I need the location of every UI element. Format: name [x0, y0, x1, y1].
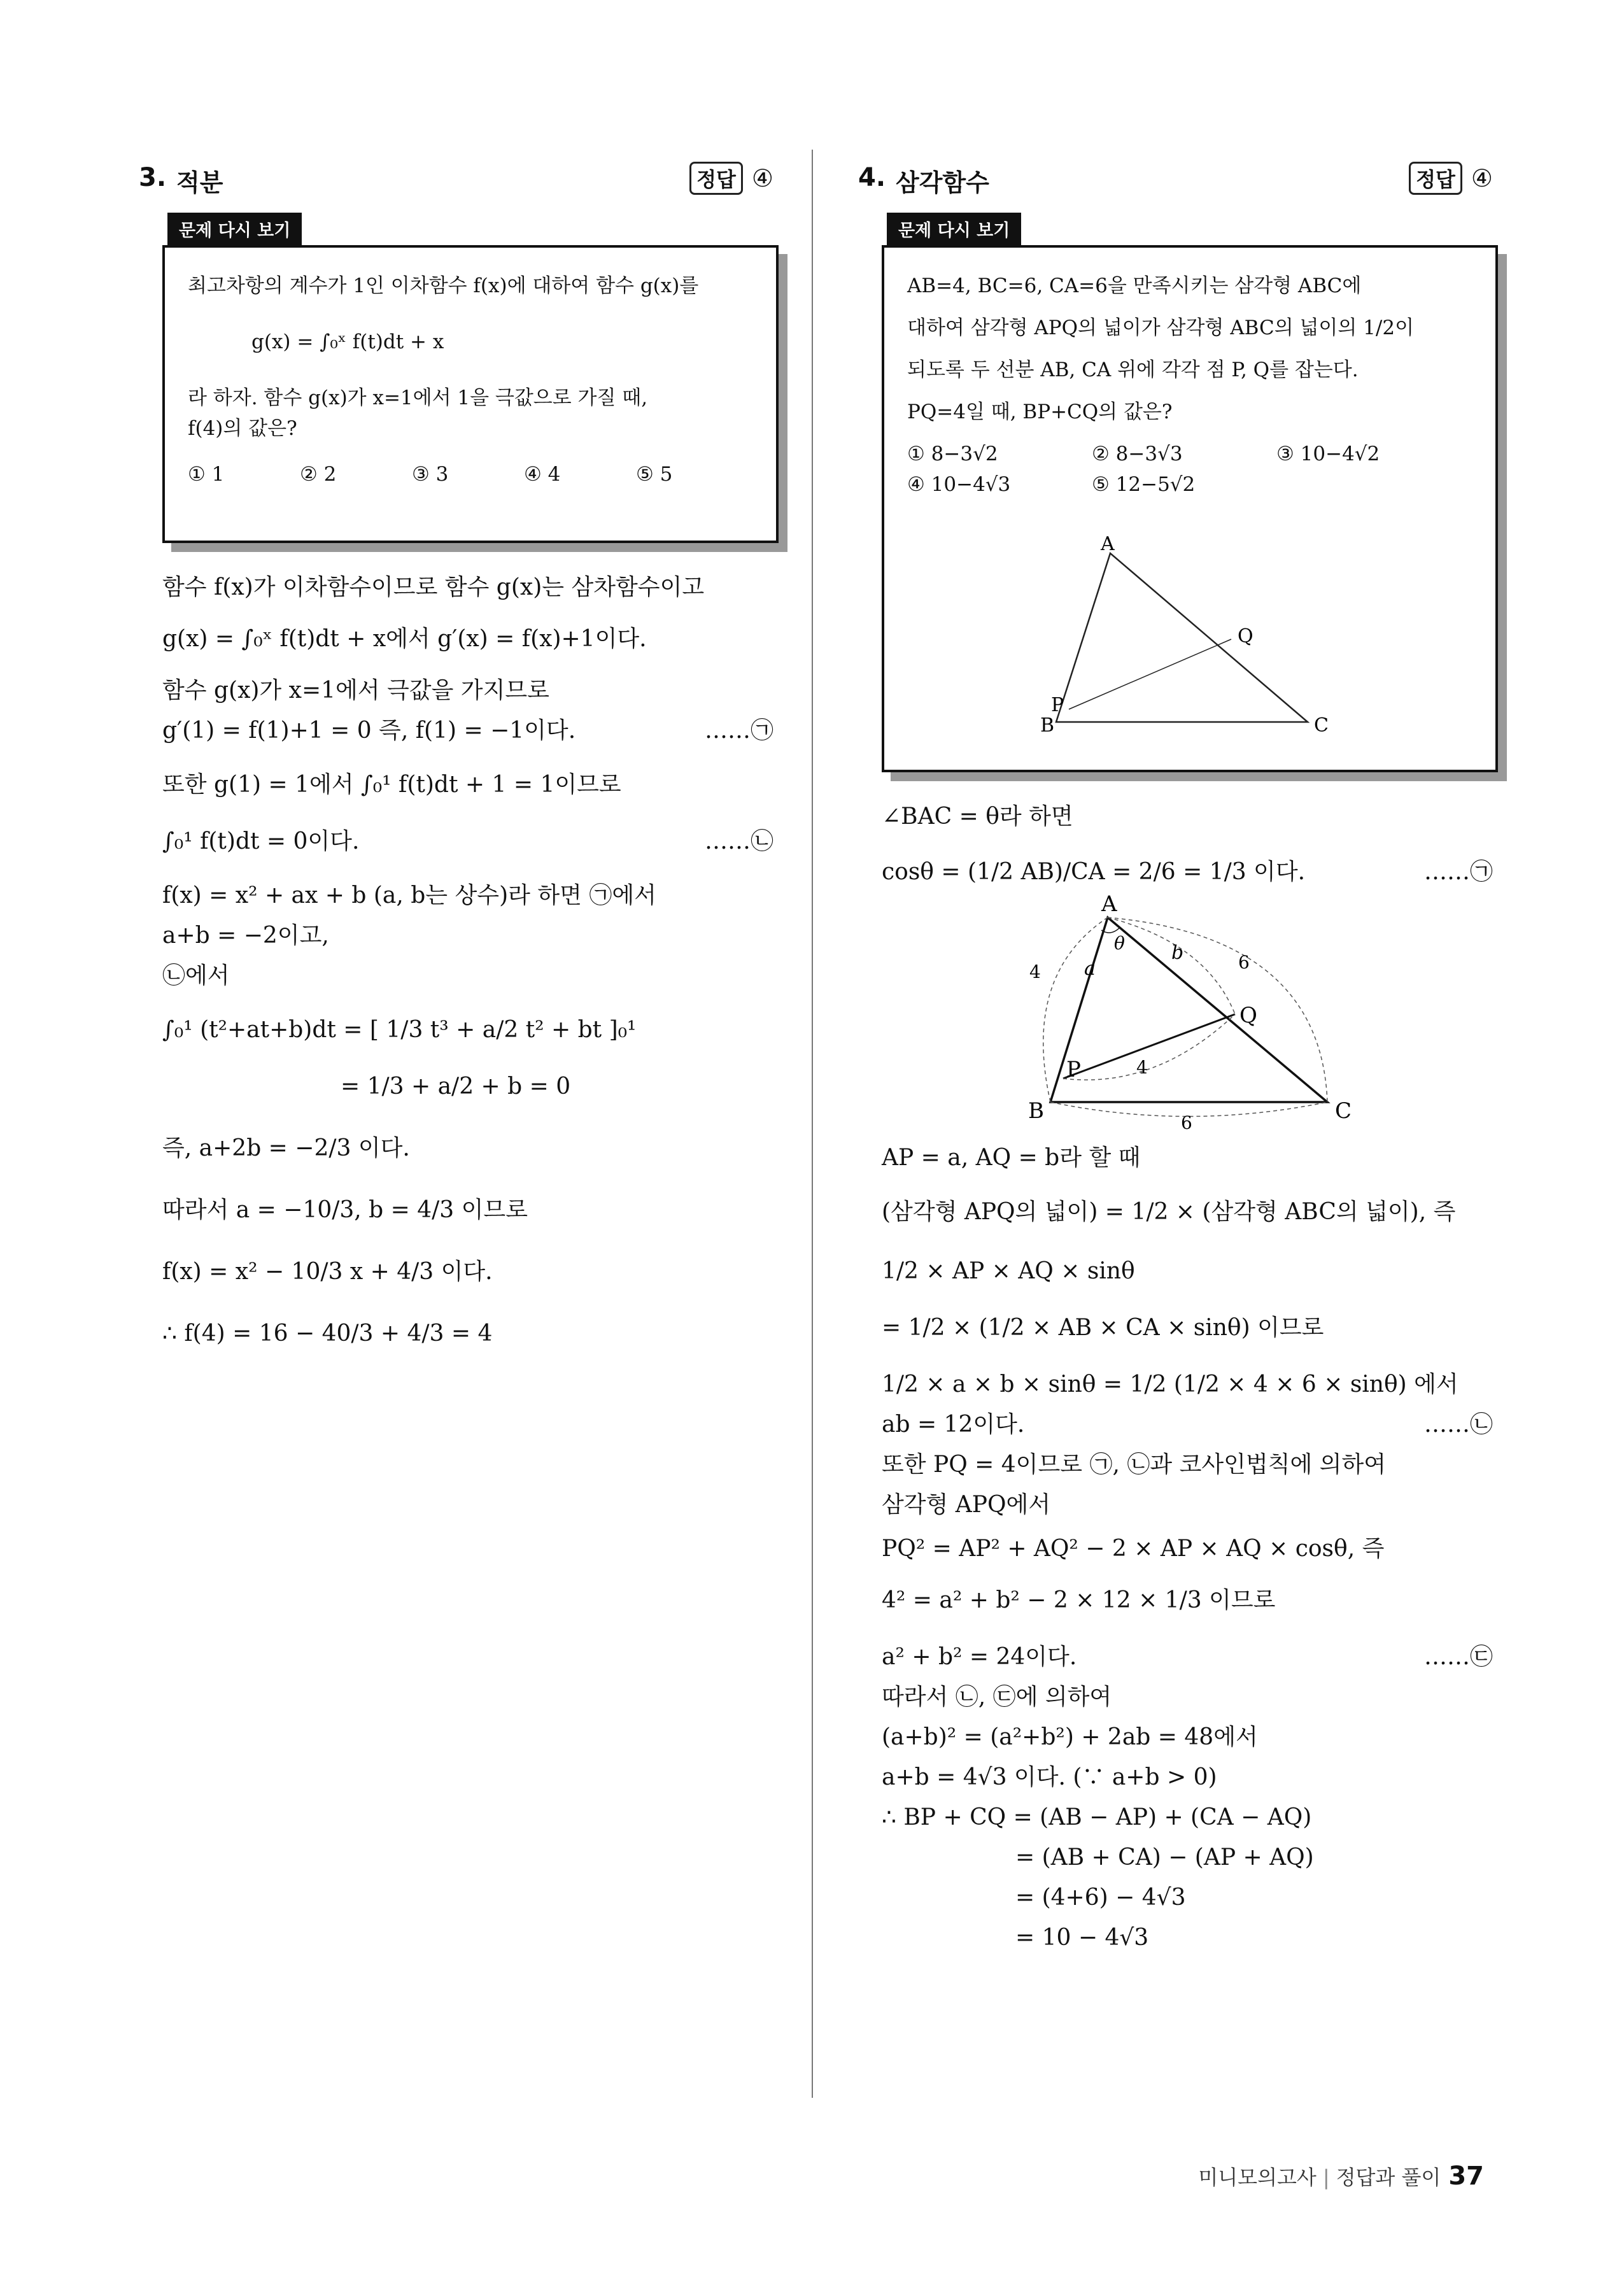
problem-box — [882, 245, 1498, 772]
solution-line: 4² = a² + b² − 2 × 12 × 1/3 이므로 — [882, 1587, 1276, 1613]
solution-line: = 10 − 4√3 — [1015, 1925, 1149, 1951]
label-a: A — [1101, 533, 1115, 555]
review-label: 문제 다시 보기 — [887, 213, 1021, 245]
label-len-b: b — [1171, 942, 1184, 964]
answer-tag: 정답 — [1409, 162, 1462, 195]
question-title: 삼각함수 — [896, 169, 989, 197]
mark-3: ……㉢ — [1423, 1644, 1493, 1670]
solution-line: ab = 12이다. ……㉡ — [882, 1404, 1493, 1445]
label-q: Q — [1239, 1003, 1257, 1028]
problem-line: 최고차항의 계수가 1인 이차함수 f(x)에 대하여 함수 g(x)를 — [188, 274, 699, 297]
label-ab-4: 4 — [1029, 961, 1041, 982]
answer-value: ④ — [751, 164, 773, 192]
solution-line: AP = a, AQ = b라 할 때 — [882, 1145, 1141, 1171]
review-label: 문제 다시 보기 — [167, 213, 302, 245]
solution-line: ∫₀¹ (t²+at+b)dt = [ 1/3 t³ + a/2 t² + bt ]₀¹ — [162, 1017, 637, 1043]
label-b: B — [1040, 714, 1055, 737]
question-number: 4. — [858, 163, 886, 192]
solution-line: a² + b² = 24이다. ……㉢ — [882, 1637, 1493, 1677]
choice-5: ⑤ 5 — [636, 463, 673, 486]
solution-line: ∫₀¹ f(t)dt = 0이다. ……㉡ — [162, 821, 773, 861]
solution-line: a+b = 4√3 이다. (∵ a+b > 0) — [882, 1764, 1217, 1790]
solution-line: g′(1) = f(1)+1 = 0 즉, f(1) = −1이다. ……㉠ — [162, 711, 773, 751]
problem-line: f(4)의 값은? — [188, 417, 297, 441]
label-bc-6: 6 — [1181, 1112, 1192, 1133]
problem-line: AB=4, BC=6, CA=6을 만족시키는 삼각형 ABC에 — [907, 274, 1362, 297]
solution-line: = 1/2 × (1/2 × AB × CA × sinθ) 이므로 — [882, 1315, 1324, 1341]
solution-line: 따라서 a = −10/3, b = 4/3 이므로 — [162, 1197, 528, 1223]
solution-line: = (4+6) − 4√3 — [1015, 1885, 1186, 1911]
choice-2: ② 2 — [300, 463, 337, 486]
solution-line: ∴ BP + CQ = (AB − AP) + (CA − AQ) — [882, 1804, 1312, 1830]
footer-book: 미니모의고사 — [1198, 2165, 1317, 2190]
solution-line: PQ² = AP² + AQ² − 2 × AP × AQ × cosθ, 즉 — [882, 1536, 1385, 1562]
question-3-header — [139, 159, 773, 200]
label-pq-4: 4 — [1136, 1057, 1148, 1078]
solution-line: cosθ = (1/2 AB)/CA = 2/6 = 1/3 이다. ……㉠ — [882, 852, 1493, 892]
label-p: P — [1066, 1057, 1081, 1082]
triangle-figure — [884, 533, 1444, 738]
solution-line: ∴ f(4) = 16 − 40/3 + 4/3 = 4 — [162, 1320, 493, 1347]
choice-3: ③ 3 — [412, 463, 449, 486]
mark-1: ……㉠ — [1423, 859, 1493, 885]
solution-line: ∠BAC = θ라 하면 — [882, 803, 1073, 830]
answer-value: ④ — [1471, 164, 1493, 192]
solution-line: 또한 g(1) = 1에서 ∫₀¹ f(t)dt + 1 = 1이므로 — [162, 772, 621, 798]
mark-2: ……㉡ — [1423, 1411, 1493, 1438]
solution-line: g(x) = ∫₀ˣ f(t)dt + x에서 g′(x) = f(x)+1이다. — [162, 626, 647, 652]
choice-4: ④ 10−4√3 — [907, 473, 1011, 497]
question-title: 적분 — [176, 169, 223, 197]
triangle-figure-2 — [882, 891, 1493, 1134]
label-theta: θ — [1114, 933, 1125, 954]
solution-line: = (AB + CA) − (AP + AQ) — [1015, 1844, 1314, 1871]
problem-box — [162, 245, 779, 543]
choice-3: ③ 10−4√2 — [1276, 442, 1380, 466]
question-4-header — [858, 159, 1493, 200]
solution-line: = 1/3 + a/2 + b = 0 — [341, 1073, 571, 1100]
solution-line: 1/2 × AP × AQ × sinθ — [882, 1258, 1135, 1284]
mark-1: ……㉠ — [704, 718, 773, 744]
solution-line: 1/2 × a × b × sinθ = 1/2 (1/2 × 4 × 6 × sinθ) 에서 — [882, 1371, 1458, 1397]
problem-line: 라 하자. 함수 g(x)가 x=1에서 1을 극값으로 가질 때, — [188, 386, 648, 410]
solution-line: ㉡에서 — [162, 963, 230, 989]
label-b: B — [1028, 1098, 1044, 1124]
question-3-column — [139, 159, 773, 1354]
solution-line: 따라서 ㉡, ㉢에 의하여 — [882, 1684, 1112, 1710]
answer-badge — [1409, 162, 1493, 195]
choice-2: ② 8−3√3 — [1092, 442, 1183, 466]
choice-list — [188, 459, 753, 490]
solution — [162, 567, 773, 1354]
label-c: C — [1314, 714, 1329, 737]
solution-line: (삼각형 APQ의 넓이) = 1/2 × (삼각형 ABC의 넓이), 즉 — [882, 1199, 1456, 1225]
problem-line: 대하여 삼각형 APQ의 넓이가 삼각형 ABC의 넓이의 1/2이 — [907, 316, 1415, 340]
problem-formula: g(x) = ∫₀ˣ f(t)dt + x — [251, 330, 444, 354]
page-footer: 미니모의고사 | 정답과 풀이 37 — [1198, 2161, 1484, 2191]
label-p: P — [1051, 694, 1064, 716]
solution-line: 즉, a+2b = −2/3 이다. — [162, 1135, 410, 1161]
problem-line: 되도록 두 선분 AB, CA 위에 각각 점 P, Q를 잡는다. — [907, 358, 1359, 382]
question-4-column — [858, 159, 1493, 1958]
column-divider — [812, 150, 813, 2098]
solution-line: f(x) = x² − 10/3 x + 4/3 이다. — [162, 1259, 493, 1285]
solution-line: 함수 f(x)가 이차함수이므로 함수 g(x)는 삼차함수이고 — [162, 574, 705, 600]
solution-line: f(x) = x² + ax + b (a, b는 상수)라 하면 ㉠에서 — [162, 882, 656, 909]
solution-line: 함수 g(x)가 x=1에서 극값을 가지므로 — [162, 677, 549, 704]
choice-list — [907, 439, 1472, 500]
question-number: 3. — [139, 163, 167, 192]
solution-line: 또한 PQ = 4이므로 ㉠, ㉡과 코사인법칙에 의하여 — [882, 1452, 1386, 1478]
answer-badge — [689, 162, 773, 195]
label-a: A — [1101, 891, 1117, 917]
page-number: 37 — [1448, 2161, 1484, 2191]
answer-tag: 정답 — [689, 162, 743, 195]
mark-2: ……㉡ — [704, 828, 773, 854]
choice-1: ① 1 — [188, 463, 225, 486]
solution-line: (a+b)² = (a²+b²) + 2ab = 48에서 — [882, 1724, 1258, 1750]
footer-section: 정답과 풀이 — [1336, 2165, 1441, 2190]
label-ca-6: 6 — [1238, 952, 1250, 973]
solution — [882, 796, 1493, 1958]
label-len-a: a — [1084, 958, 1096, 980]
problem-line: PQ=4일 때, BP+CQ의 값은? — [907, 400, 1173, 424]
solution-line: a+b = −2이고, — [162, 923, 329, 949]
label-q: Q — [1238, 625, 1253, 647]
choice-1: ① 8−3√2 — [907, 442, 998, 466]
choice-5: ⑤ 12−5√2 — [1092, 473, 1196, 497]
solution-line: 삼각형 APQ에서 — [882, 1492, 1051, 1518]
label-c: C — [1335, 1098, 1352, 1124]
choice-4: ④ 4 — [524, 463, 561, 486]
